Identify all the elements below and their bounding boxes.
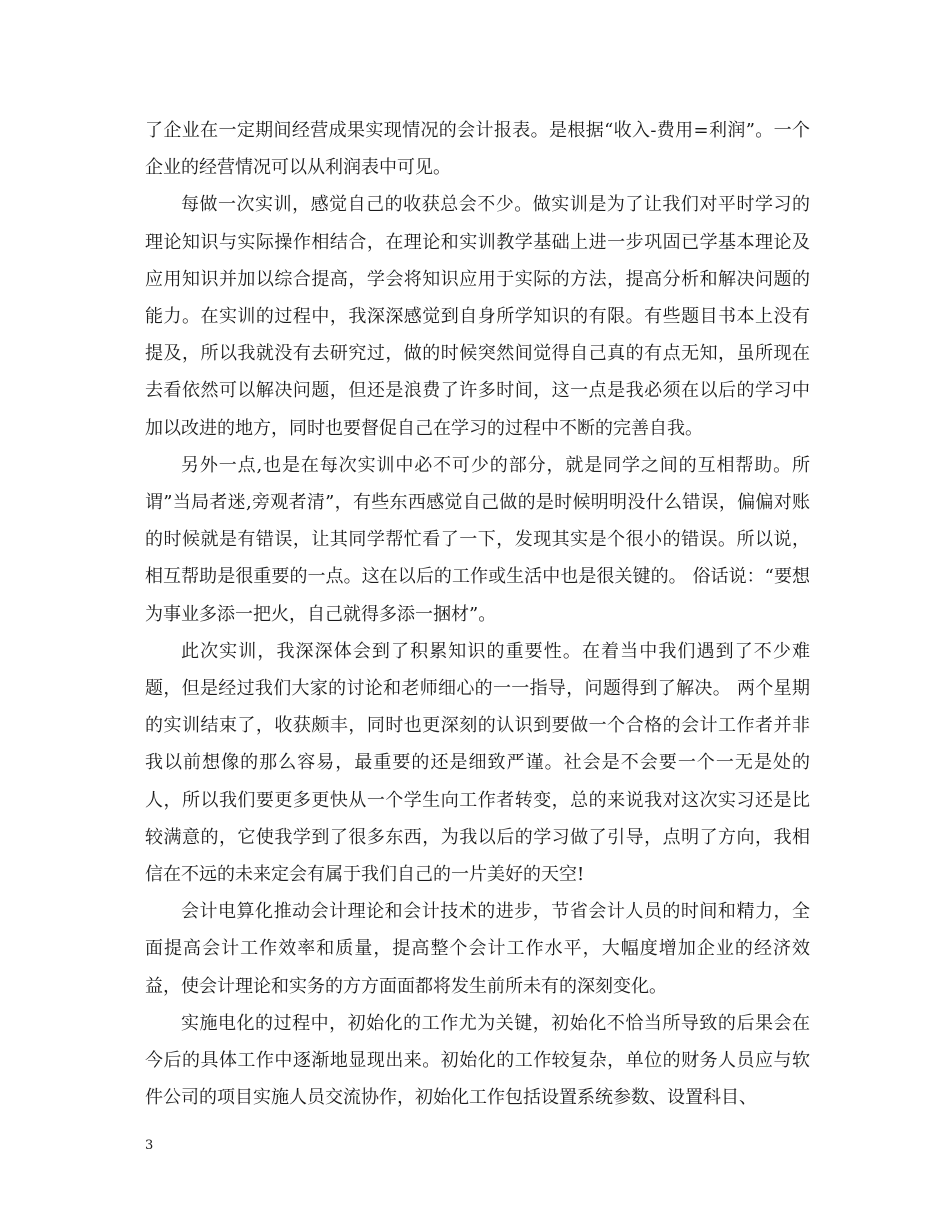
document-body bbox=[145, 112, 810, 1116]
page-number: 3 bbox=[145, 1138, 154, 1153]
paragraph-4: 此次实训，我深深体会到了积累知识的重要性。在着当中我们遇到了不少难题，但是经过我们大家的讨论和老师细心的一一指导，问题得到了解决。 两个星期的实训结束了，收获颇丰，同时也更深刻的认识到要做一个合格的会计工作者并非我以前想像的那么容易，最重要的还是细致严谨。社会是不会要一个一无是处的人，所以我们要更多更快从一个学生向工作者转变，总的来说我对这次实习还是比较满意的，它使我学到了很多东西，为我以后的学习做了引导，点明了方向，我相信在不远的未来定会有属于我们自己的一片美好的天空! bbox=[145, 640, 810, 886]
paragraph-2: 每做一次实训，感觉自己的收获总会不少。做实训是为了让我们对平时学习的理论知识与实际操作相结合，在理论和实训教学基础上进一步巩固已学基本理论及应用知识并加以综合提高，学会将知识应用于实际的方法，提高分析和解决问题的能力。在实训的过程中，我深深感觉到自身所学知识的有限。有些题目书本上没有提及，所以我就没有去研究过，做的时候突然间觉得自己真的有点无知，虽所现在去看依然可以解决问题，但还是浪费了许多时间，这一点是我必须在以后的学习中加以改进的地方，同时也要督促自己在学习的过程中不断的完善自我。 bbox=[145, 194, 810, 439]
paragraph-3: 另外一点,也是在每次实训中必不可少的部分，就是同学之间的互相帮助。所谓”当局者迷,旁观者清”，有些东西感觉自己做的是时候明明没什么错误，偏偏对账的时候就是有错误，让其同学帮忙看了一下，发现其实是个很小的错误。所以说，相互帮助是很重要的一点。这在以后的工作或生活中也是很关键的。 俗话说：“要想为事业多添一把火，自己就得多添一捆材”。 bbox=[145, 454, 810, 625]
paragraph-5: 会计电算化推动会计理论和会计技术的进步，节省会计人员的时间和精力，全面提高会计工作效率和质量，提高整个会计工作水平，大幅度增加企业的经济效益，使会计理论和实务的方方面面都将发生前所未有的深刻变化。 bbox=[145, 901, 810, 997]
paragraph-6: 实施电化的过程中，初始化的工作尤为关键，初始化不恰当所导致的后果会在今后的具体工作中逐渐地显现出来。初始化的工作较复杂，单位的财务人员应与软件公司的项目实施人员交流协作，初始化工作包括设置系统参数、设置科目、 bbox=[145, 1012, 810, 1109]
paragraph-1: 了企业在一定期间经营成果实现情况的会计报表。是根据“收入-费用=利润”。一个企业的经营情况可以从利润表中可见。 bbox=[145, 120, 810, 179]
